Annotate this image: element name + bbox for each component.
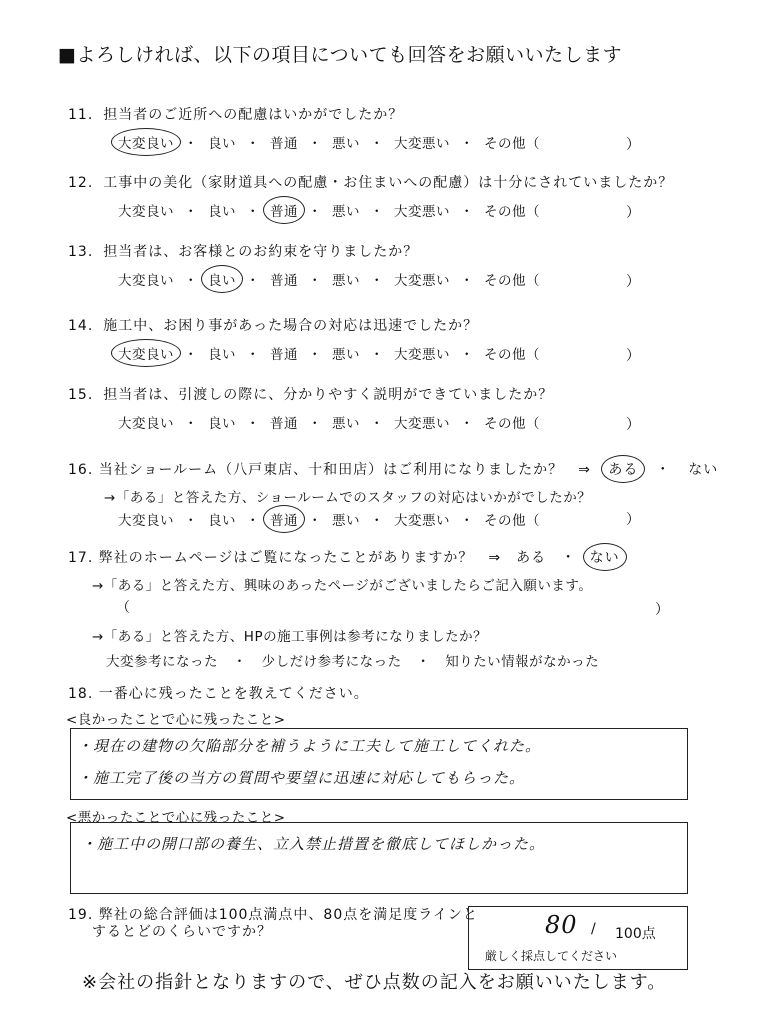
option-2[interactable]: 普通 — [270, 200, 298, 220]
option-0[interactable]: 大変良い — [118, 273, 174, 289]
close-paren: ） — [626, 205, 640, 221]
q16-option-3[interactable]: 悪い — [332, 513, 360, 529]
option-4[interactable]: 大変悪い — [394, 273, 450, 289]
separator: ・ — [246, 416, 260, 432]
separator: ・ — [308, 204, 322, 220]
option-3[interactable]: 悪い — [332, 136, 360, 152]
separator: ・ — [370, 204, 384, 220]
close-paren: ） — [626, 348, 640, 364]
question-label: 担当者のご近所への配慮はいかがでしたか？ — [103, 107, 404, 123]
question-15-text — [68, 384, 553, 404]
option-5[interactable]: その他（ — [484, 416, 540, 432]
q16-option-5[interactable]: その他（ — [484, 513, 540, 529]
q16-option-0[interactable]: 大変良い — [118, 513, 174, 529]
q16-option-1[interactable]: 良い — [208, 513, 236, 529]
separator: ・ — [370, 273, 384, 289]
option-5[interactable]: その他（ — [484, 273, 540, 289]
q18-good-box[interactable] — [70, 728, 688, 800]
q18-text: 18. 一番心に残ったことを教えてください。 — [68, 686, 369, 702]
q17-option-not-useful[interactable]: 知りたい情報がなかった — [445, 654, 600, 670]
separator: ・ — [460, 136, 474, 152]
separator: ・ — [246, 136, 260, 152]
score-max: 100点 — [615, 926, 656, 942]
separator: ・ — [460, 416, 474, 432]
option-4[interactable]: 大変悪い — [394, 204, 450, 220]
footer-note: ※会社の指針となりますので、ぜひ点数の記入をお願いいたします。 — [82, 972, 667, 993]
q17-option-somewhat-useful[interactable]: 少しだけ参考になった — [261, 654, 402, 670]
question-11-options — [118, 132, 540, 152]
separator: ・ — [460, 513, 474, 529]
question-14-text — [68, 315, 478, 335]
option-0[interactable]: 大変良い — [118, 416, 174, 432]
q17-open-paren: （ — [116, 600, 130, 616]
separator: ・ — [308, 273, 322, 289]
separator: ・ — [184, 136, 198, 152]
separator: ・ — [460, 347, 474, 363]
option-5[interactable]: その他（ — [484, 136, 540, 152]
q18-good-line-1: ・現在の建物の欠陥部分を補うように工夫して施工してくれた。 — [77, 737, 542, 755]
question-label: 担当者は、お客様とのお約束を守りましたか？ — [103, 244, 419, 260]
q16-yes-option[interactable]: ある — [608, 459, 638, 479]
question-label: 工事中の美化（家財道具への配慮・お住まいへの配慮）は十分にされていましたか？ — [103, 175, 674, 191]
option-5[interactable]: その他（ — [484, 347, 540, 363]
close-paren: ） — [626, 274, 640, 290]
separator: ・ — [184, 513, 198, 529]
question-label: 施工中、お困り事があった場合の対応は迅速でしたか？ — [103, 318, 479, 334]
q18-good-label: <良かったことで心に残ったこと> — [66, 712, 286, 728]
question-number: 12. — [68, 175, 94, 191]
separator: ・ — [246, 204, 260, 220]
separator: ・ — [370, 347, 384, 363]
option-2[interactable]: 普通 — [270, 347, 298, 363]
option-2[interactable]: 普通 — [270, 416, 298, 432]
option-1[interactable]: 良い — [208, 136, 236, 152]
option-4[interactable]: 大変悪い — [394, 347, 450, 363]
option-4[interactable]: 大変悪い — [394, 416, 450, 432]
option-3[interactable]: 悪い — [332, 273, 360, 289]
separator: ・ — [184, 416, 198, 432]
q17-no-option[interactable]: ない — [590, 547, 620, 567]
option-2[interactable]: 普通 — [270, 136, 298, 152]
close-paren: ） — [626, 417, 640, 433]
close-paren: ） — [626, 137, 640, 153]
separator: ・ — [308, 513, 322, 529]
q16-close-paren: ） — [626, 512, 640, 528]
separator: ・ — [370, 513, 384, 529]
separator: ・ — [460, 273, 474, 289]
separator: ・ — [416, 654, 431, 670]
question-12-text — [68, 172, 673, 192]
separator: ・ — [246, 347, 260, 363]
q18-bad-line-1: ・施工中の開口部の養生、立入禁止措置を徹底してほしかった。 — [81, 835, 546, 853]
q16-text: 16. 当社ショールーム（八戸東店、十和田店）はご利用になりましたか？ ⇒ ある ・ ない — [68, 459, 718, 479]
option-1[interactable]: 良い — [208, 416, 236, 432]
question-15-options — [118, 412, 540, 432]
option-1[interactable]: 良い — [208, 204, 236, 220]
form-title: ■よろしければ、以下の項目についても回答をお願いいたします — [58, 44, 623, 66]
separator: ・ — [308, 416, 322, 432]
option-1[interactable]: 良い — [208, 269, 236, 289]
separator: ・ — [184, 273, 198, 289]
question-11-text — [68, 104, 403, 124]
q16-options — [118, 509, 540, 529]
separator: ・ — [246, 513, 260, 529]
option-4[interactable]: 大変悪い — [394, 136, 450, 152]
q16-option-4[interactable]: 大変悪い — [394, 513, 450, 529]
separator: ・ — [370, 136, 384, 152]
q16-separator: ・ — [655, 462, 671, 478]
separator: ・ — [370, 416, 384, 432]
q18-good-line-2: ・施工完了後の当方の質問や要望に迅速に対応してもらった。 — [77, 769, 526, 787]
question-13-text — [68, 241, 418, 261]
option-5[interactable]: その他（ — [484, 204, 540, 220]
question-number: 14. — [68, 318, 94, 334]
separator: ・ — [246, 273, 260, 289]
question-number: 11. — [68, 107, 94, 123]
score-note: 厳しく採点してください — [485, 949, 618, 963]
q17-options — [106, 650, 599, 670]
separator: ・ — [308, 347, 322, 363]
option-3[interactable]: 悪い — [332, 204, 360, 220]
q17-close-paren: ） — [655, 602, 669, 618]
option-0[interactable]: 大変良い — [118, 343, 174, 363]
option-3[interactable]: 悪い — [332, 347, 360, 363]
option-1[interactable]: 良い — [208, 347, 236, 363]
question-number: 15. — [68, 387, 94, 403]
option-3[interactable]: 悪い — [332, 416, 360, 432]
question-12-options — [118, 200, 540, 220]
question-13-options — [118, 269, 540, 289]
q17-option-very-useful[interactable]: 大変参考になった — [106, 654, 218, 670]
question-14-options — [118, 343, 540, 363]
separator: ・ — [460, 204, 474, 220]
separator: ・ — [308, 136, 322, 152]
q18-bad-box[interactable] — [70, 822, 688, 894]
question-label: 担当者は、引渡しの際に、分かりやすく説明ができていましたか？ — [103, 387, 554, 403]
option-0[interactable]: 大変良い — [118, 204, 174, 220]
q18-bad-label: <悪かったことで心に残ったこと> — [66, 810, 286, 826]
option-0[interactable]: 大変良い — [118, 132, 174, 152]
separator: ・ — [184, 347, 198, 363]
q19-text-1: 19. 弊社の総合評価は100点満点中、80点を満足度ラインと — [68, 907, 478, 923]
q17-sub1: →「ある」と答えた方、興味のあったページがございましたらご記入願います。 — [92, 578, 593, 594]
q17-sub2: →「ある」と答えた方、HPの施工事例は参考になりましたか？ — [92, 629, 488, 645]
q16-sub-question: →「ある」と答えた方、ショールームでのスタッフの対応はいかがでしたか？ — [104, 490, 592, 506]
question-number: 13. — [68, 244, 94, 260]
separator: ・ — [232, 654, 247, 670]
q19-text-2: するとどのくらいですか？ — [92, 924, 272, 940]
q16-no-option[interactable]: ない — [688, 462, 719, 478]
score-slash: / — [591, 921, 596, 937]
q16-option-2[interactable]: 普通 — [270, 509, 298, 529]
separator: ・ — [184, 204, 198, 220]
score-box[interactable] — [468, 906, 688, 970]
option-2[interactable]: 普通 — [270, 273, 298, 289]
q17-text: 17. 弊社のホームページはご覧になったことがありますか？ ⇒ ある ・ ない — [68, 547, 620, 567]
score-value: 80 — [545, 911, 578, 939]
